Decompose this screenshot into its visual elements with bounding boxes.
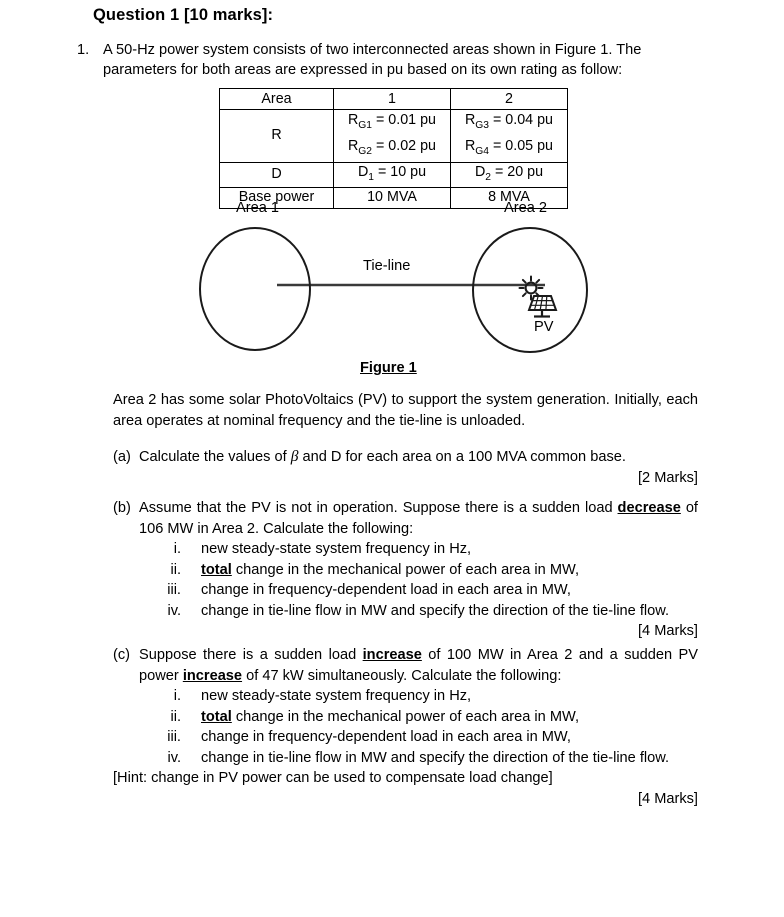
part-c-tag: (c) bbox=[113, 647, 131, 663]
part-b-item-2-text: change in the mechanical power of each area in MW, bbox=[231, 561, 580, 578]
list-item bbox=[113, 560, 698, 581]
intro-text: A 50-Hz power system consists of two interconnected areas shown in Figure 1. The parameters for both areas are expressed in pu based on its own rating as follow: bbox=[103, 42, 642, 78]
part-b-item-1-numeral: i. bbox=[173, 541, 181, 557]
part-a-marks: [2 Marks] bbox=[637, 469, 698, 486]
area-2-circle bbox=[473, 228, 587, 352]
figure-label-area-1: Area 1 bbox=[236, 200, 279, 216]
rg3-symbol: R bbox=[464, 112, 476, 128]
beta-symbol: β bbox=[290, 448, 299, 465]
cell-area2-d bbox=[451, 162, 568, 187]
part-c-item-3-text: change in frequency-dependent load in each area in MW, bbox=[201, 729, 571, 745]
list-item bbox=[113, 601, 698, 622]
part-b-item-3-text: change in frequency-dependent load in each area in MW, bbox=[201, 582, 571, 598]
d2-symbol: D bbox=[474, 163, 486, 180]
part-c-item-4-text: change in tie-line flow in MW and specify the direction of the tie-line flow. bbox=[201, 749, 670, 766]
d1-value: = 10 pu bbox=[373, 163, 427, 180]
part-b-item-4-numeral: iv. bbox=[167, 602, 181, 619]
part-c-item-2-emphasis: total bbox=[201, 708, 232, 725]
rg4-subscript: G4 bbox=[475, 145, 490, 157]
figure-caption: Figure 1 bbox=[360, 360, 417, 376]
part-b-item-1-text: new steady-state system frequency in Hz, bbox=[201, 541, 472, 557]
part-c-emphasis-1: increase bbox=[362, 647, 422, 663]
cell-area2-r bbox=[451, 110, 568, 163]
part-b-text-post: of 106 MW in Area 2. Calculate the following: bbox=[139, 500, 698, 537]
rg2-subscript: G2 bbox=[358, 145, 373, 157]
part-b-item-3-numeral: iii. bbox=[167, 582, 181, 598]
intro-paragraph bbox=[77, 40, 717, 80]
list-item bbox=[113, 686, 698, 707]
question-part-b bbox=[113, 498, 698, 642]
d1-subscript: 1 bbox=[368, 171, 374, 183]
rg2-symbol: R bbox=[347, 137, 359, 154]
rg2-value: = 0.02 pu bbox=[372, 137, 437, 154]
question-part-c bbox=[113, 645, 698, 809]
row-label-r: R bbox=[220, 110, 334, 163]
row-label-d: D bbox=[220, 162, 334, 187]
figure-label-pv: PV bbox=[534, 319, 554, 335]
row-label-base-power: Base power bbox=[220, 187, 334, 208]
cell-area1-r bbox=[334, 110, 451, 163]
page-title: Question 1 [10 marks]: bbox=[93, 6, 274, 24]
part-b-text-pre: Assume that the PV is not in operation. Suppose there is a sudden load bbox=[139, 500, 618, 516]
sun-rays bbox=[520, 277, 543, 300]
part-a-text-post: and D for each area on a 100 MVA common base. bbox=[298, 449, 626, 465]
rg4-value: = 0.05 pu bbox=[489, 137, 554, 154]
part-c-hint: [Hint: change in PV power can be used to compensate load change] bbox=[113, 770, 553, 786]
sun-disc bbox=[526, 283, 537, 294]
d2-subscript: 2 bbox=[485, 171, 491, 183]
part-b-emphasis: decrease bbox=[617, 500, 681, 516]
d2-value: = 20 pu bbox=[490, 163, 544, 180]
cell-area1-rg1 bbox=[340, 110, 444, 136]
row-label-area: Area bbox=[220, 89, 334, 110]
part-b-tag: (b) bbox=[113, 500, 131, 516]
pv-description-line-1: Area 2 has some solar PhotoVoltaics (PV) to support the system generation. bbox=[113, 392, 610, 408]
pv-description-line-2: Initially, each area operates at nominal frequency and the tie-line is unloaded. bbox=[113, 392, 699, 429]
part-c-item-1-numeral: i. bbox=[173, 688, 181, 704]
table-row-r bbox=[220, 110, 568, 163]
part-c-text-3: of 47 kW simultaneously. Calculate the following: bbox=[242, 667, 562, 684]
pv-solar-panel-icon bbox=[520, 277, 557, 317]
cell-area1-header: 1 bbox=[334, 89, 451, 110]
cell-area1-base-power: 10 MVA bbox=[334, 187, 451, 208]
cell-area2-base-power: 8 MVA bbox=[451, 187, 568, 208]
table-row-base-power bbox=[220, 187, 568, 208]
part-b-item-2-numeral: ii. bbox=[170, 561, 181, 578]
list-item bbox=[113, 727, 698, 748]
rg1-symbol: R bbox=[347, 112, 359, 128]
part-a-lead bbox=[113, 447, 698, 468]
part-c-item-1-text: new steady-state system frequency in Hz, bbox=[201, 688, 472, 704]
rg3-value: = 0.04 pu bbox=[489, 112, 554, 128]
part-c-item-4-numeral: iv. bbox=[167, 749, 181, 766]
list-item bbox=[113, 707, 698, 728]
list-item bbox=[113, 580, 698, 601]
rg1-subscript: G1 bbox=[358, 119, 373, 131]
intro-number: 1. bbox=[77, 42, 90, 58]
part-c-item-3-numeral: iii. bbox=[167, 729, 181, 745]
rg3-subscript: G3 bbox=[475, 119, 490, 131]
part-c-emphasis-2: increase bbox=[182, 667, 243, 684]
cell-area2-rg4 bbox=[457, 136, 561, 162]
area-1-circle bbox=[200, 228, 310, 350]
part-c-item-2-numeral: ii. bbox=[170, 708, 181, 725]
part-c-lead bbox=[113, 645, 698, 686]
solar-panel bbox=[529, 296, 556, 317]
part-c-text bbox=[139, 645, 698, 686]
table-row-d bbox=[220, 162, 568, 187]
part-a-text bbox=[139, 447, 698, 468]
question-part-a bbox=[113, 447, 698, 488]
figure-label-area-2: Area 2 bbox=[504, 200, 547, 216]
part-b-marks: [4 Marks] bbox=[637, 623, 698, 639]
parameters-table bbox=[219, 88, 568, 209]
cell-area1-d bbox=[334, 162, 451, 187]
cell-area2-rg3 bbox=[457, 110, 561, 136]
part-c-marks: [4 Marks] bbox=[637, 790, 698, 807]
table-row-area bbox=[220, 89, 568, 110]
part-c-item-2-text: change in the mechanical power of each area in MW, bbox=[231, 708, 580, 725]
rg1-value: = 0.01 pu bbox=[372, 112, 437, 128]
part-c-text-2: of 100 MW in Area 2 and a sudden PV power bbox=[139, 647, 698, 684]
part-c-text-1: Suppose there is a sudden load bbox=[139, 647, 363, 663]
panel-body bbox=[529, 296, 556, 310]
pv-description-paragraph bbox=[113, 390, 698, 431]
list-item bbox=[113, 748, 698, 769]
list-item bbox=[113, 539, 698, 560]
part-b-sub-items bbox=[113, 539, 698, 621]
part-b-item-4-text: change in tie-line flow in MW and specify the direction of the tie-line flow. bbox=[201, 602, 670, 619]
cell-area2-header: 2 bbox=[451, 89, 568, 110]
d1-symbol: D bbox=[357, 163, 369, 180]
figure-label-tie-line: Tie-line bbox=[363, 258, 411, 274]
part-b-lead bbox=[113, 498, 698, 539]
part-c-sub-items bbox=[113, 686, 698, 768]
part-b-item-2-emphasis: total bbox=[201, 561, 232, 578]
part-b-text bbox=[139, 498, 698, 539]
cell-area1-rg2 bbox=[340, 136, 444, 162]
part-a-text-pre: Calculate the values of bbox=[139, 449, 291, 465]
part-a-tag: (a) bbox=[113, 449, 131, 465]
panel-grid bbox=[531, 296, 555, 310]
rg4-symbol: R bbox=[464, 137, 476, 154]
